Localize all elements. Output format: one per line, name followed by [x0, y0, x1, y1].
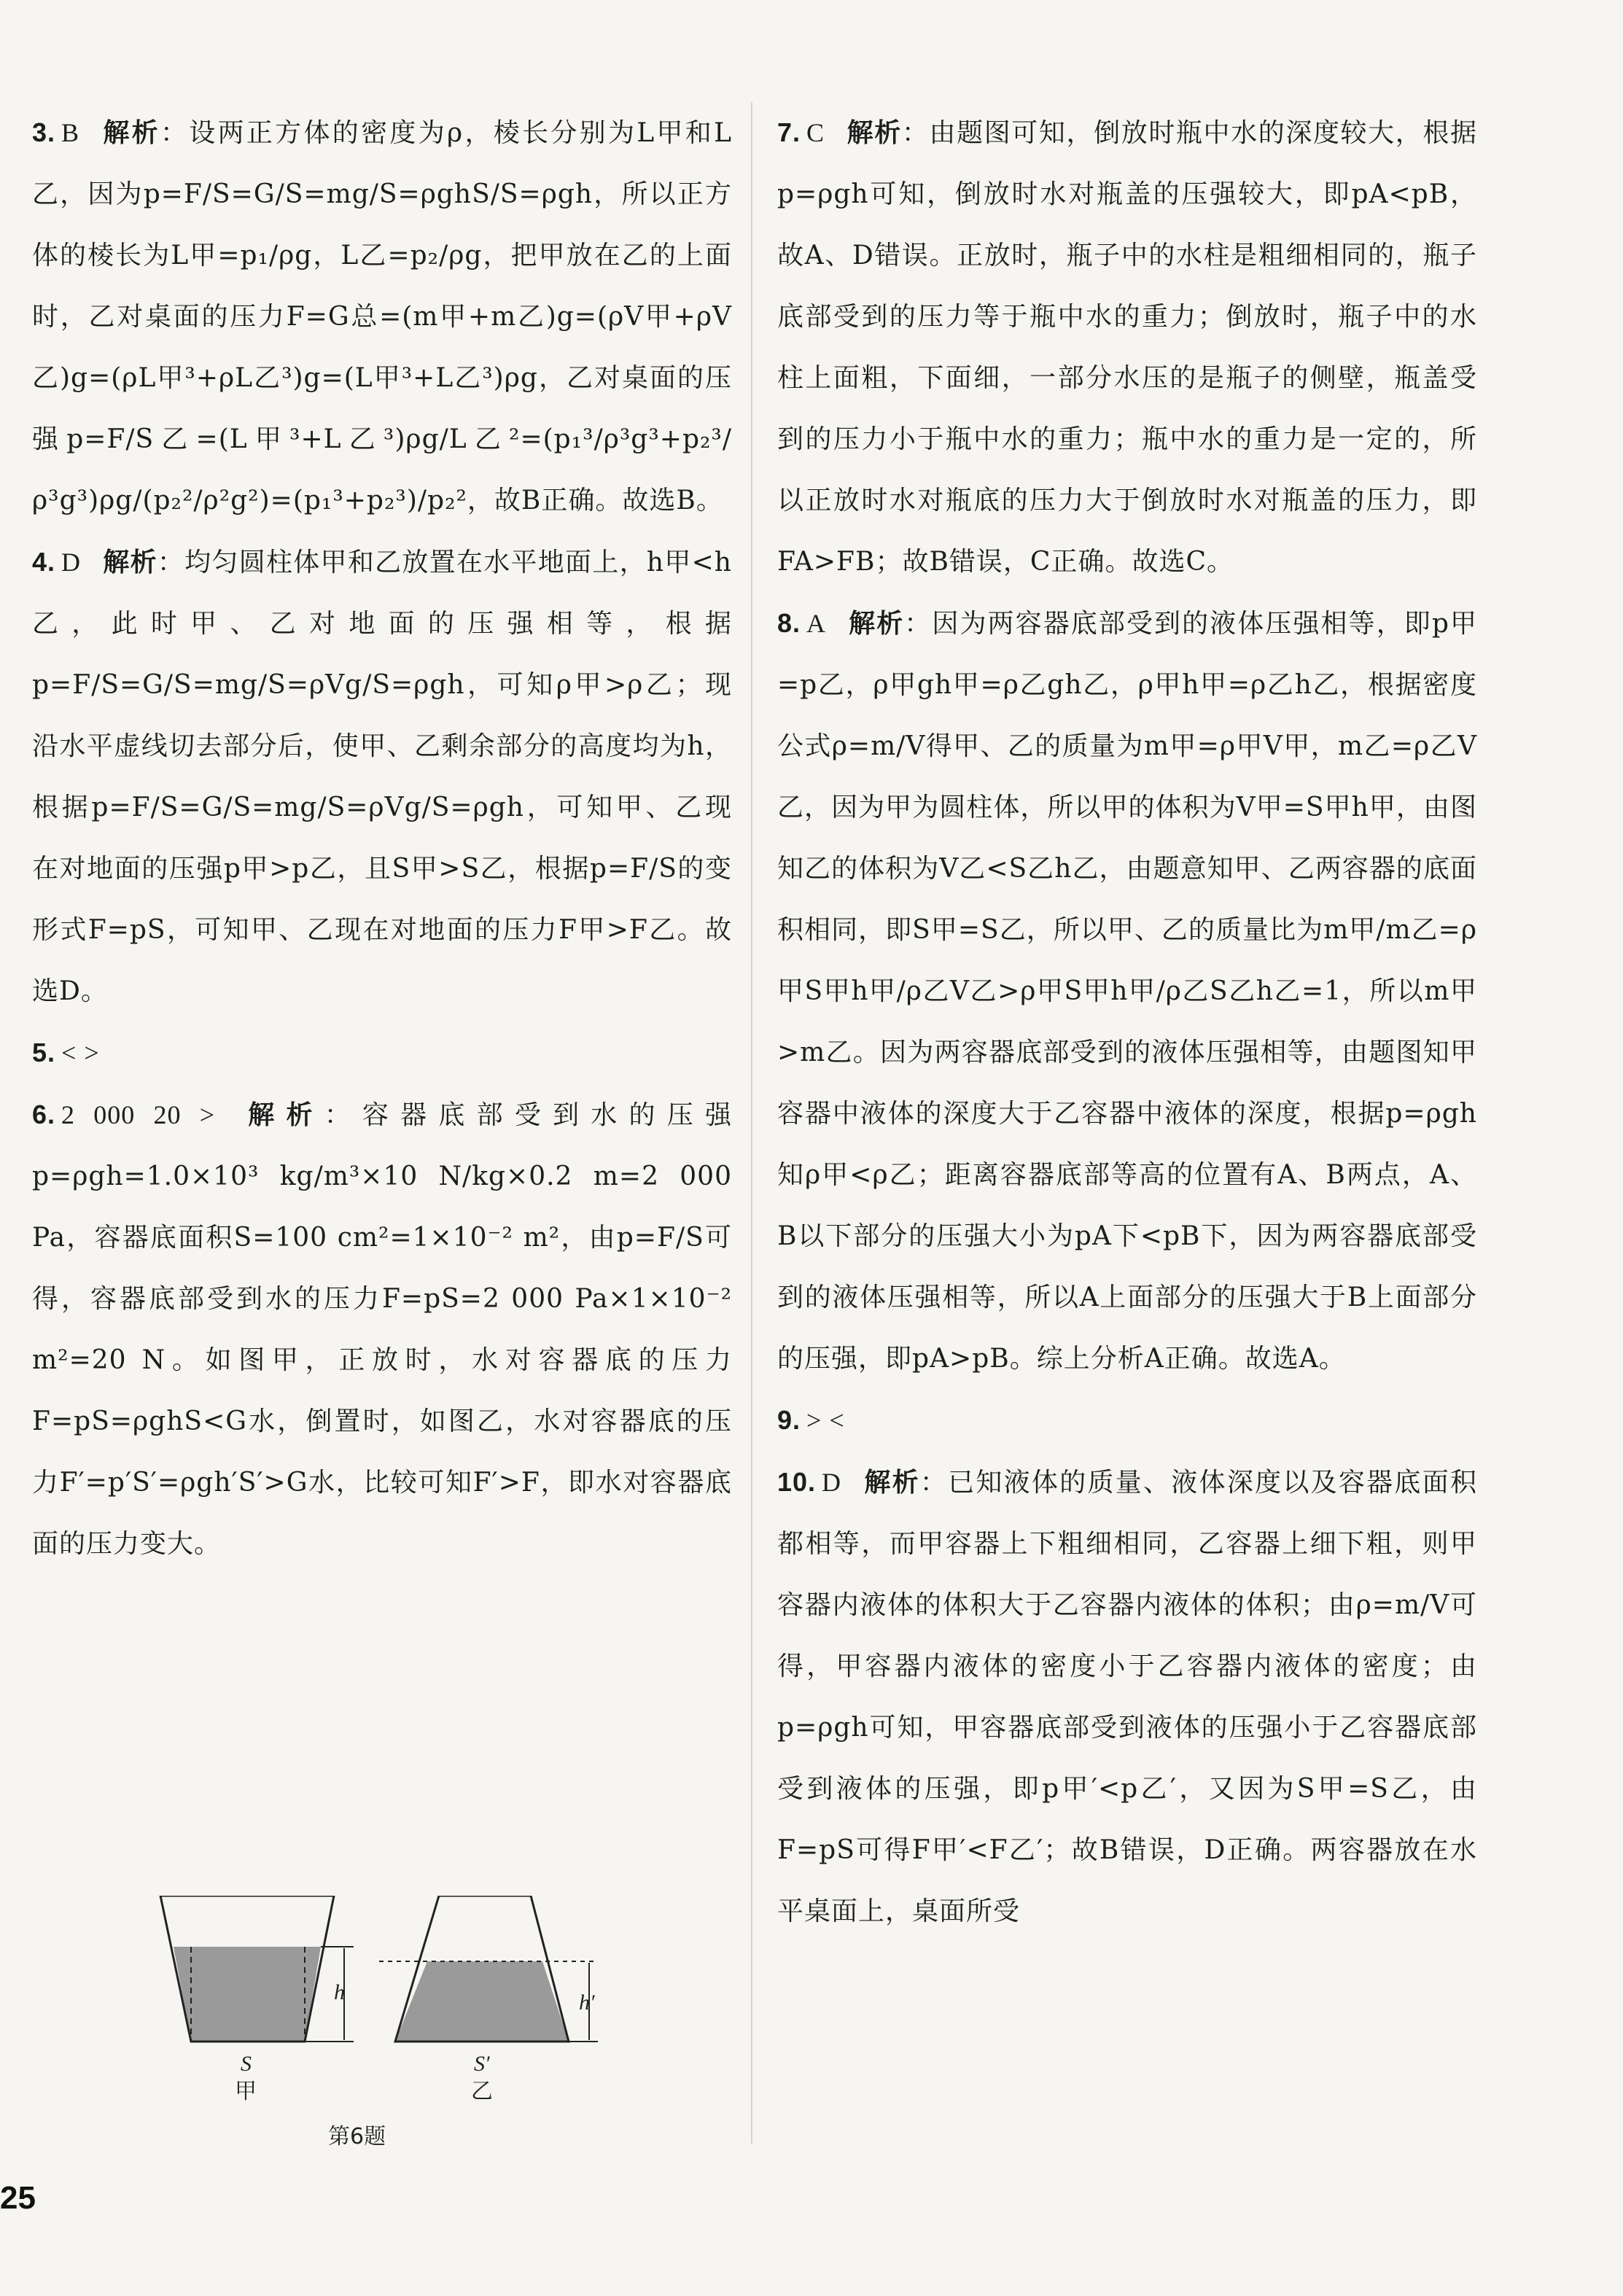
analysis-label: 解析 [848, 609, 905, 639]
item-text: ：容器底部受到水的压强p=ρgh=1.0×10³ kg/m³×10 N/kg×0.2 m=2 000 Pa，容器底面积S=100 cm²=1×10⁻² m²，由p=F/S可得，容器底部受到水的压力F=pS=2 000 Pa×1×10⁻² m²=20 N。如图甲，正放时，水对容器底的压力F=pS=ρghS<G水，倒置时，如图乙，水对容器底的压力F′=p′S′=ρgh′S′>G水，比较可知F′>F，即水对容器底面的压力变大。 [32, 1100, 732, 1559]
solution-item [777, 593, 1477, 1390]
item-number: 3. [32, 117, 56, 147]
container-jia-liquid [174, 1947, 321, 2042]
item-number: 9. [777, 1405, 801, 1435]
item-answer: A [806, 609, 827, 638]
analysis-label: 解析 [101, 118, 160, 148]
item-answer: > < [806, 1406, 845, 1435]
container-name-yi: 乙 [471, 2079, 493, 2104]
solution-item [32, 1084, 732, 1575]
right-column [777, 102, 1477, 1942]
left-column [32, 102, 732, 1575]
item-number: 4. [32, 547, 56, 577]
solution-item [32, 532, 732, 1022]
item-answer: C [806, 118, 825, 147]
item-answer: D [61, 548, 82, 577]
figure-caption: 第6题 [328, 2124, 386, 2149]
solution-item [777, 102, 1477, 593]
item-text: ：均匀圆柱体甲和乙放置在水平地面上，h甲<h乙，此时甲、乙对地面的压强相等，根据p=F/S=G/S=mg/S=ρVg/S=ρgh，可知ρ甲>ρ乙；现沿水平虚线切去部分后，使甲、乙剩余部分的高度均为h，根据p=F/S=G/S=mg/S=ρVg/S=ρgh，可知甲、乙现在对地面的压强p甲>p乙，且S甲>S乙，根据p=F/S的变形式F=pS，可知甲、乙现在对地面的压力F甲>F乙。故选D。 [32, 548, 732, 1006]
column-divider [751, 102, 752, 2144]
container-name-jia: 甲 [235, 2079, 257, 2104]
solution-item [777, 1390, 1477, 1452]
base-label-s-prime: S′ [474, 2052, 490, 2076]
item-text: ：因为两容器底部受到的液体压强相等，即p甲=p乙，ρ甲gh甲=ρ乙gh乙，ρ甲h甲=ρ乙h乙，根据密度公式ρ=m/V得甲、乙的质量为m甲=ρ甲V甲，m乙=ρ乙V乙，因为甲为圆柱体，所以甲的体积为V甲=S甲h甲，由图知乙的体积为V乙<S乙h乙，由题意知甲、乙两容器的底面积相同，即S甲=S乙，所以甲、乙的质量比为m甲/m乙=ρ甲S甲h甲/ρ乙V乙>ρ甲S甲h甲/ρ乙S乙h乙=1，所以m甲>m乙。因为两容器底部受到的液体压强相等，由题图知甲容器中液体的深度大于乙容器中液体的深度，根据p=ρgh知ρ甲<ρ乙；距离容器底部等高的位置有A、B两点，A、B以下部分的压强大小为pA下<pB下，因为两容器底部受到的液体压强相等，所以A上面部分的压强大于B上面部分的压强，即pA>pB。综上分析A正确。故选A。 [777, 609, 1477, 1374]
analysis-label: 解析 [103, 548, 157, 577]
solution-item [777, 1452, 1477, 1942]
item-answer: B [61, 118, 80, 147]
solution-item [32, 1022, 732, 1084]
base-label-s: S [241, 2052, 252, 2076]
item-text: ：已知液体的质量、液体深度以及容器底面积都相等，而甲容器上下粗细相同，乙容器上细下粗，则甲容器内液体的体积大于乙容器内液体的体积；由ρ=m/V可得，甲容器内液体的密度小于乙容器内液体的密度；由p=ρgh可知，甲容器底部受到液体的压强小于乙容器底部受到液体的压强，即p甲′<p乙′，又因为S甲=S乙，由F=pS可得F甲′<F乙′；故B错误，D正确。两容器放在水平桌面上，桌面所受 [777, 1468, 1477, 1926]
solution-item [32, 102, 732, 532]
item-number: 5. [32, 1038, 56, 1067]
analysis-label: 解析 [863, 1468, 920, 1498]
page-number: 25 [0, 2180, 36, 2216]
item-number: 8. [777, 608, 801, 638]
item-answer: < > [61, 1038, 100, 1067]
item-answer: D [822, 1468, 842, 1497]
height-label-h: h [334, 1980, 345, 2004]
analysis-label: 解析 [237, 1100, 324, 1130]
container-yi-liquid [395, 1961, 569, 2042]
item-number: 6. [32, 1100, 56, 1129]
item-number: 7. [777, 117, 801, 147]
analysis-label: 解析 [846, 118, 902, 148]
item-text: ：由题图可知，倒放时瓶中水的深度较大，根据p=ρgh可知，倒放时水对瓶盖的压强较大，即pA<pB，故A、D错误。正放时，瓶子中的水柱是粗细相同的，瓶子底部受到的压力等于瓶中水的重力；倒放时，瓶子中的水柱上面粗，下面细，一部分水压的是瓶子的侧壁，瓶盖受到的压力小于瓶中水的重力；瓶中水的重力是一定的，所以正放时水对瓶底的压力大于倒放时水对瓶盖的压力，即FA>FB；故B错误，C正确。故选C。 [777, 118, 1477, 577]
item-text: ：设两正方体的密度为ρ，棱长分别为L甲和L乙，因为p=F/S=G/S=mg/S=ρghS/S=ρgh，所以正方体的棱长为L甲=p₁/ρg，L乙=p₂/ρg，把甲放在乙的上面时，乙对桌面的压力F=G总=(m甲+m乙)g=(ρV甲+ρV乙)g=(ρL甲³+ρL乙³)g=(L甲³+L乙³)ρg，乙对桌面的压强p=F/S乙=(L甲³+L乙³)ρg/L乙²=(p₁³/ρ³g³+p₂³/ρ³g³)ρg/(p₂²/ρ²g²)=(p₁³+p₂³)/p₂²，故B正确。故选B。 [32, 118, 732, 515]
item-number: 10. [777, 1467, 817, 1497]
height-label-h-prime: h′ [579, 1990, 595, 2015]
item-answer: 2 000 20 > [61, 1100, 216, 1129]
figure-6 [153, 1896, 634, 2158]
